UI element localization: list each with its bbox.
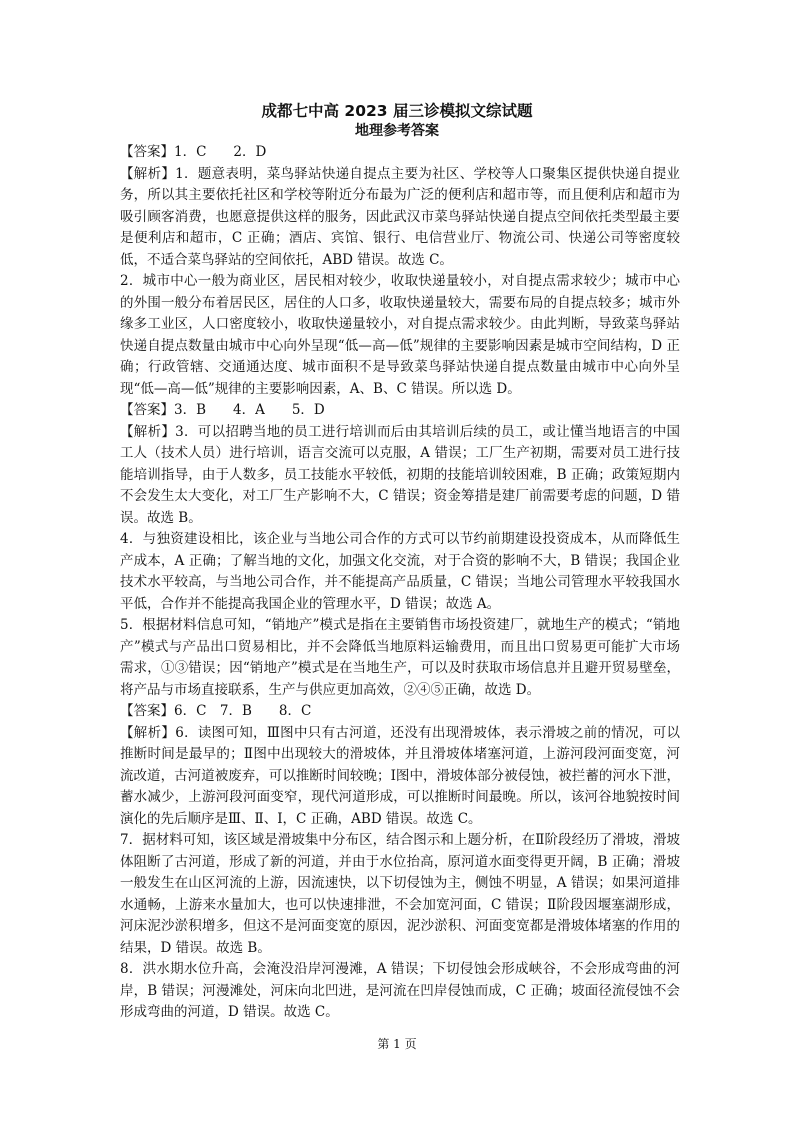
analysis-q3: 【解析】3．可以招聘当地的员工进行培训而后由其培训后续的员工，或让懂当地语言的中国工人（技术人员）进行培训，语言交流可以克服，A 错误；工厂生产初期，需要对员工进行技能培训指导，由于人数多，员工技能水平较低，初期的技能培训较困难，B 正确；政策短期内不会发生太大变化，对工厂生产影响不大，C 错误；资金筹措是建厂前需要考虑的问题，D 错误。故选 B。 — [120, 423, 680, 526]
answer-body — [120, 142, 680, 1024]
answer-key-subtitle: 地理参考答案 — [355, 123, 439, 139]
answer-line-q6-8: 【答案】6．C 7．B 8．C — [120, 703, 312, 719]
analysis-q7: 7．据材料可知，该区域是滑坡集中分布区，结合图示和上题分析，在Ⅱ阶段经历了滑坡，滑坡体阻断了古河道，形成了新的河道，并由于水位抬高，原河道水面变得更开阔，B 正确；滑坡一般发生在山区河流的上游，因流速快，以下切侵蚀为主，侧蚀不明显，A 错误；如果河道排水通畅，上游来水量加大，也可以快速排泄，不会加宽河面，C 错误；Ⅱ阶段因堰塞湖形成，河床泥沙淤积增多，但这不是河面变宽的原因，泥沙淤积、河面变宽都是滑坡体堵塞的作用的结果，D 错误。故选 B。 — [120, 832, 680, 956]
analysis-q6: 【解析】6．读图可知，Ⅲ图中只有古河道，还没有出现滑坡体，表示滑坡之前的情况，可以推断时间是最早的；Ⅱ图中出现较大的滑坡体，并且滑坡体堵塞河道，上游河段河面变宽，河流改道，古河道被废弃，可以推断时间较晚；Ⅰ图中，滑坡体部分被侵蚀，被拦蓄的河水下泄，蓄水减少，上游河段河面变窄，现代河道形成，可以推断时间最晚。所以，该河谷地貌按时间演化的先后顺序是Ⅲ、Ⅱ、Ⅰ，C 正确，ABD 错误。故选 C。 — [120, 724, 680, 827]
analysis-q4: 4．与独资建设相比，该企业与当地公司合作的方式可以节约前期建设投资成本，从而降低生产成本，A 正确；了解当地的文化，加强文化交流，对于合资的影响不大，B 错误；我国企业技术水平较高，与当地公司合作，并不能提高产品质量，C 错误；当地公司管理水平较我国水平低，合作并不能提高我国企业的管理水平，D 错误；故选 A。 — [120, 531, 680, 612]
page-number: 第 1 页 — [377, 1037, 417, 1051]
exam-title: 成都七中高 2023 届三诊模拟文综试题 — [261, 102, 533, 120]
answer-line-q3-5: 【答案】3．B 4．A 5．D — [120, 402, 325, 418]
analysis-q5: 5．根据材料信息可知，“销地产”模式是指在主要销售市场投资建厂，就地生产的模式；“销地产”模式与产品出口贸易相比，并不会降低当地原料运输费用，而且出口贸易更可能扩大市场需求，①③错误；因“销地产”模式是在当地生产，可以及时获取市场信息并且避开贸易壁垒，将产品与市场直接联系，生产与供应更加高效，②④⑤正确，故选 D。 — [120, 617, 680, 698]
analysis-q1: 【解析】1．题意表明，菜鸟驿站快递自提点主要为社区、学校等人口聚集区提供快递自提业务，所以其主要依托社区和学校等附近分布最为广泛的便利店和超市等，而且便利店和超市为吸引顾客消费，也愿意提供这样的服务，因此武汉市菜鸟驿站快递自提点空间依托类型最主要是便利店和超市，C 正确；酒店、宾馆、银行、电信营业厅、物流公司、快递公司等密度较低，不适合菜鸟驿站的空间依托，ABD 错误。故选 C。 — [120, 165, 680, 268]
analysis-q8: 8．洪水期水位升高，会淹没沿岸河漫滩，A 错误；下切侵蚀会形成峡谷，不会形成弯曲的河岸，B 错误；河漫滩处，河床向北凹进，是河流在凹岸侵蚀而成，C 正确；坡面径流侵蚀不会形成弯曲的河道，D 错误。故选 C。 — [120, 961, 680, 1020]
analysis-q2: 2．城市中心一般为商业区，居民相对较少，收取快递量较小，对自提点需求较少；城市中心的外围一般分布着居民区，居住的人口多，收取快递量较大，需要布局的自提点较多；城市外缘多工业区，人口密度较小，收取快递量较小，对自提点需求较少。由此判断，导致菜鸟驿站快递自提点数量由城市中心向外呈现“低—高—低”规律的主要影响因素是城市空间结构，D 正确；行政管辖、交通通达度、城市面积不是导致菜鸟驿站快递自提点数量由城市中心向外呈现“低—高—低”规律的主要影响因素，A、B、C 错误。所以选 D。 — [120, 273, 680, 397]
answer-line-q1-2: 【答案】1．C 2．D — [120, 144, 267, 160]
